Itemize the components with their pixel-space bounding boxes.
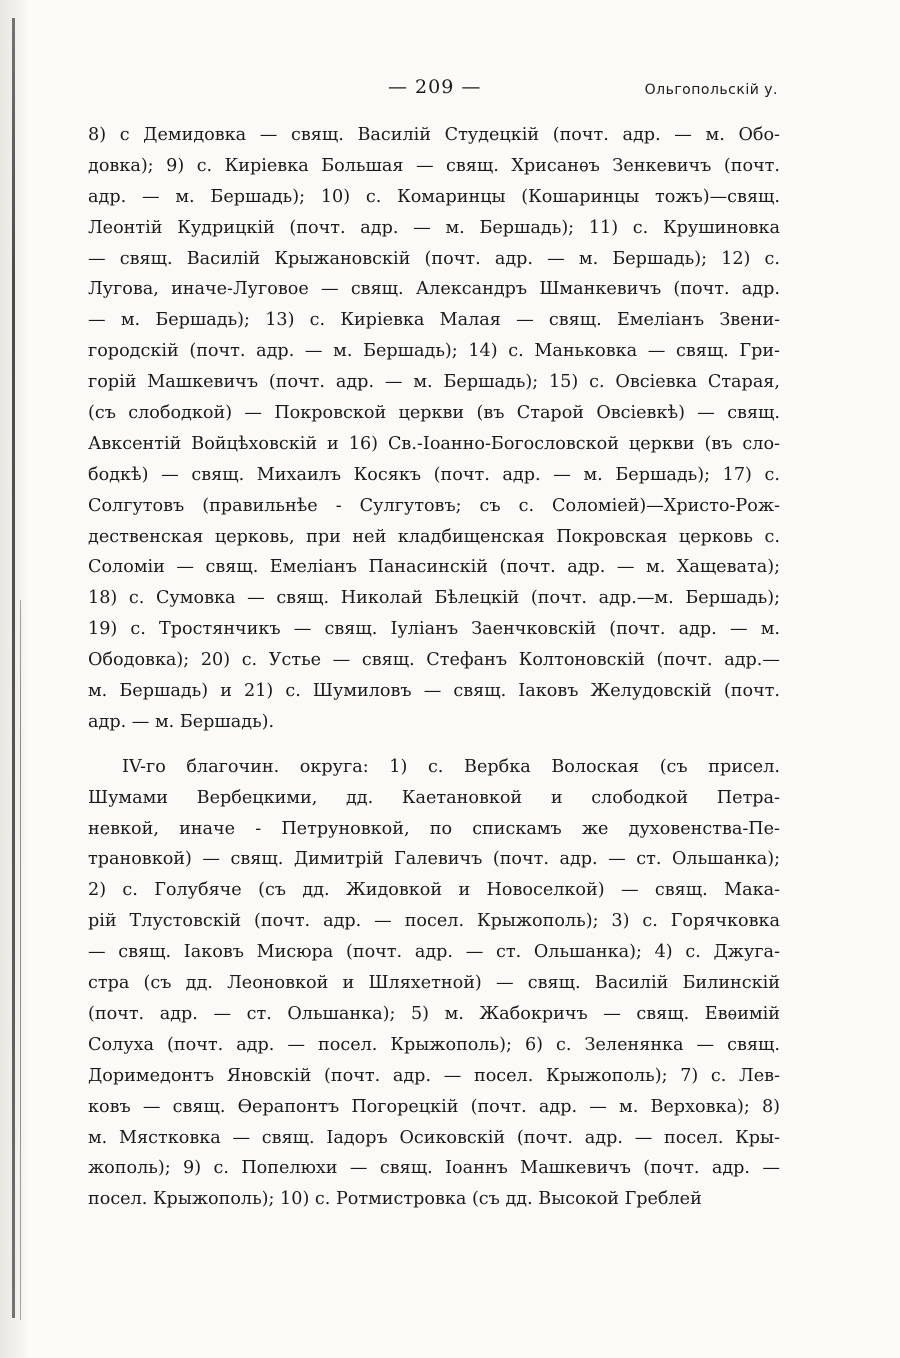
text-line: Доримедонтъ Яновскій (почт. адр. — посел. Крыжополь); 7) с. Лев- xyxy=(88,1065,780,1086)
text-line: 2) с. Голубяче (съ дд. Жидовкой и Новоселкой) — свящ. Мака- xyxy=(88,880,780,901)
text-line: (почт. адр. — ст. Ольшанка); 5) м. Жабокричъ — свящ. Евѳимій xyxy=(88,1003,780,1024)
binding-shadow-line xyxy=(12,18,15,1318)
paragraph-2 xyxy=(88,752,780,1215)
text-line: рій Тлустовскій (почт. адр. — посел. Крыжополь); 3) с. Горячковка xyxy=(88,911,780,932)
book-binding-edge xyxy=(0,0,26,1358)
running-head: Ольгопольскій у. xyxy=(644,82,778,98)
page-body xyxy=(88,120,780,1215)
text-line: 18) с. Сумовка — свящ. Николай Бѣлецкій (почт. адр.—м. Бершадь); xyxy=(88,588,780,609)
text-line: 8) с Демидовка — свящ. Василій Студецкій (почт. адр. — м. Обо- xyxy=(88,125,780,145)
text-line: Леонтій Кудрицкій (почт. адр. — м. Бершадь); 11) с. Крушиновка xyxy=(88,217,780,238)
text-line: (съ слободкой) — Покровской церкви (въ Старой Овсіевкѣ) — свящ. xyxy=(88,403,780,424)
text-line: — свящ. Іаковъ Мисюра (почт. адр. — ст. Ольшанка); 4) с. Джуга- xyxy=(88,942,780,963)
text-line: м. Мястковка — свящ. Іадоръ Осиковскій (почт. адр. — посел. Кры- xyxy=(88,1127,780,1148)
text-line: дественская церковь, при ней кладбищенская Покровская церковь с. xyxy=(88,526,780,547)
paragraph-1 xyxy=(88,120,780,738)
text-line: стра (съ дд. Леоновкой и Шляхетной) — свящ. Василій Билинскій xyxy=(88,973,780,994)
text-line: Ободовка); 20) с. Устье — свящ. Стефанъ Колтоновскій (почт. адр.— xyxy=(88,650,780,671)
text-line: невкой, иначе - Петруновкой, по спискамъ же духовенства-Пе- xyxy=(88,818,780,839)
text-line: городскій (почт. адр. — м. Бершадь); 14) с. Маньковка — свящ. Гри- xyxy=(88,341,780,362)
paragraph-gap xyxy=(88,738,780,752)
text-line: — м. Бершадь); 13) с. Киріевка Малая — свящ. Емеліанъ Звени- xyxy=(88,310,780,331)
text-line: посел. Крыжополь); 10) с. Ротмистровка (съ дд. Высокой Греблей xyxy=(88,1189,702,1210)
text-line: жополь); 9) с. Попелюхи — свящ. Іоаннъ Машкевичъ (почт. адр. — xyxy=(88,1158,780,1179)
text-line: Солуха (почт. адр. — посел. Крыжополь); 6) с. Зеленянка — свящ. xyxy=(88,1034,780,1055)
binding-shadow-line-secondary xyxy=(20,600,21,1320)
page-header xyxy=(88,76,778,106)
text-line: 19) с. Тростянчикъ — свящ. Іуліанъ Заенчковскій (почт. адр. — м. xyxy=(88,619,780,640)
text-line: бодкѣ) — свящ. Михаилъ Косякъ (почт. адр. — м. Бершадь); 17) с. xyxy=(88,464,780,485)
text-line: ковъ — свящ. Ѳерапонтъ Погорецкій (почт. адр. — м. Верховка); 8) xyxy=(88,1096,780,1117)
page-number: — 209 — xyxy=(388,76,482,98)
text-line: IV-го благочин. округа: 1) с. Вербка Волоская (съ присел. xyxy=(122,756,780,777)
text-line: довка); 9) с. Киріевка Большая — свящ. Хрисанѳъ Зенкевичъ (почт. xyxy=(88,155,780,176)
text-line: Лугова, иначе-Луговое — свящ. Александръ Шманкевичъ (почт. адр. xyxy=(88,279,780,300)
text-line: Соломіи — свящ. Емеліанъ Панасинскій (почт. адр. — м. Хащевата); xyxy=(88,557,780,578)
text-line: горій Машкевичъ (почт. адр. — м. Бершадь); 15) с. Овсіевка Старая, xyxy=(88,372,780,393)
text-line: — свящ. Василій Крыжановскій (почт. адр. — м. Бершадь); 12) с. xyxy=(88,248,780,269)
text-line: м. Бершадь) и 21) с. Шумиловъ — свящ. Іаковъ Желудовскій (почт. xyxy=(88,681,780,702)
text-line: адр. — м. Бершадь). xyxy=(88,711,275,732)
text-line: Солгутовъ (правильнѣе - Сулгутовъ; съ с. Соломіей)—Христо-Рож- xyxy=(88,495,780,516)
text-line: адр. — м. Бершадь); 10) с. Комаринцы (Кошаринцы тожъ)—свящ. xyxy=(88,186,780,207)
text-line: Авксентій Войцѣховскій и 16) Св.-Іоанно-Богословской церкви (въ сло- xyxy=(88,433,780,454)
text-line: трановкой) — свящ. Димитрій Галевичъ (почт. адр. — ст. Ольшанка); xyxy=(88,849,780,870)
text-line: Шумами Вербецкими, дд. Каетановкой и слободкой Петра- xyxy=(88,787,780,808)
